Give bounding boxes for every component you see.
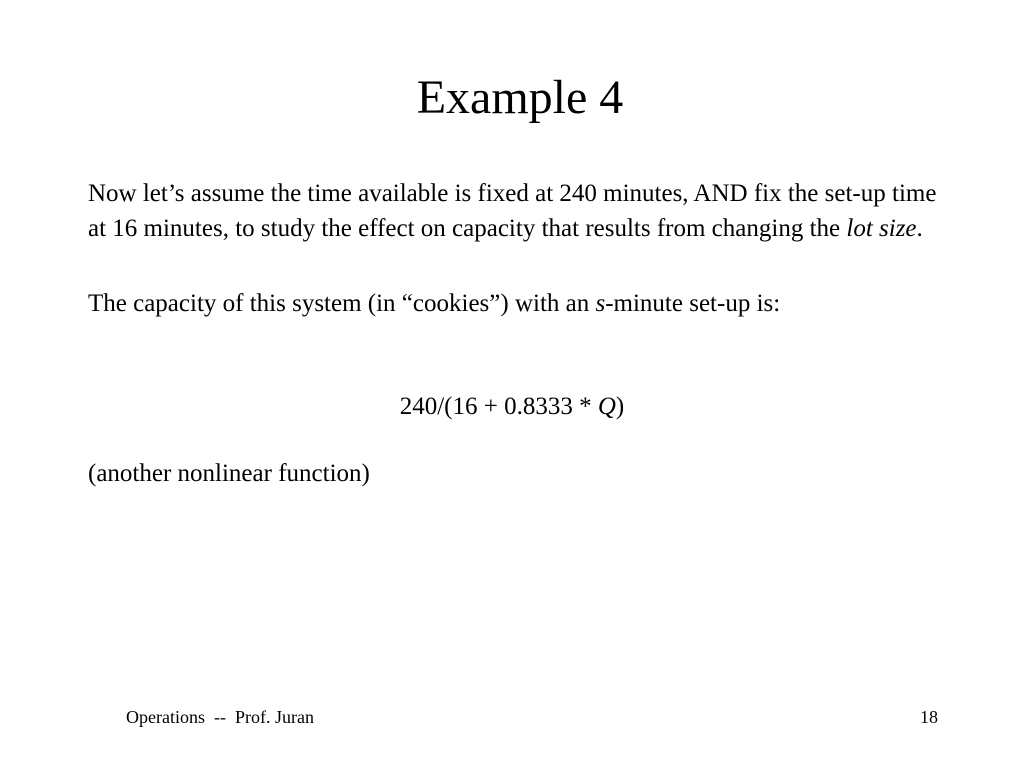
formula-end: ) <box>615 393 625 420</box>
paragraph-capacity-definition <box>88 286 948 321</box>
formula-text: 240/(16 + 0.8333 * <box>399 393 598 420</box>
paragraph-capacity-assumption <box>88 176 948 246</box>
paragraph-2-text: The capacity of this system (in “cookies”) with an <box>88 290 596 317</box>
slide-number: 18 <box>920 707 938 727</box>
slide-title: Example 4 <box>416 71 624 124</box>
s-variable-emphasis: s <box>595 290 606 317</box>
footer-course: Operations -- Prof. Juran <box>126 707 314 727</box>
paragraph-1-text: Now let’s assume the time available is fixed at 240 minutes, AND fix the set-up time at 16 minutes, to study the effect on capacity that results from changing the <box>88 180 937 242</box>
nonlinear-note: (another nonlinear function) <box>88 460 370 487</box>
lot-size-emphasis: lot size <box>846 215 917 242</box>
capacity-formula <box>0 389 1024 424</box>
paragraph-2-end: -minute set-up is: <box>605 290 781 317</box>
q-variable: Q <box>597 393 616 420</box>
paragraph-1-end: . <box>916 215 923 242</box>
